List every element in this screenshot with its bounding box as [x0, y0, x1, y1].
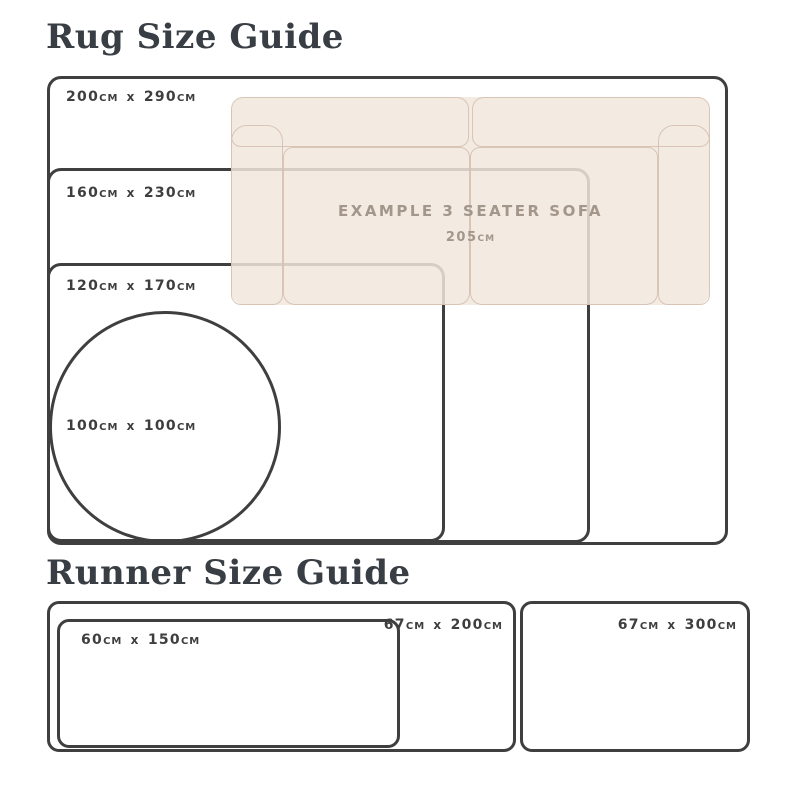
runner-size-label-67x200: 67CM x 200CM: [383, 617, 503, 633]
sofa-label: EXAMPLE 3 SEATER SOFA: [338, 202, 603, 220]
rug-size-label-round-100: 100CM x 100CM: [66, 418, 197, 434]
sofa-length-value: 205: [445, 230, 478, 245]
rug-size-label-160x230: 160CM x 230CM: [66, 185, 197, 201]
sofa-seat-cushion-left-shape: [283, 147, 470, 305]
sofa-length-label: [231, 230, 710, 245]
sofa-seat-cushion-right-shape: [470, 147, 658, 305]
rug-guide-title: Rug Size Guide: [46, 17, 344, 57]
sofa-length-unit: CM: [477, 234, 496, 244]
runner-size-label-67x300: 67CM x 300CM: [617, 617, 737, 633]
runner-guide-title: Runner Size Guide: [46, 553, 411, 593]
rug-size-label-120x170: 120CM x 170CM: [66, 278, 197, 294]
sofa-illustration: [231, 97, 710, 305]
rug-size-label-200x290: 200CM x 290CM: [66, 89, 197, 105]
runner-size-label-60x150: 60CM x 150CM: [81, 632, 201, 648]
